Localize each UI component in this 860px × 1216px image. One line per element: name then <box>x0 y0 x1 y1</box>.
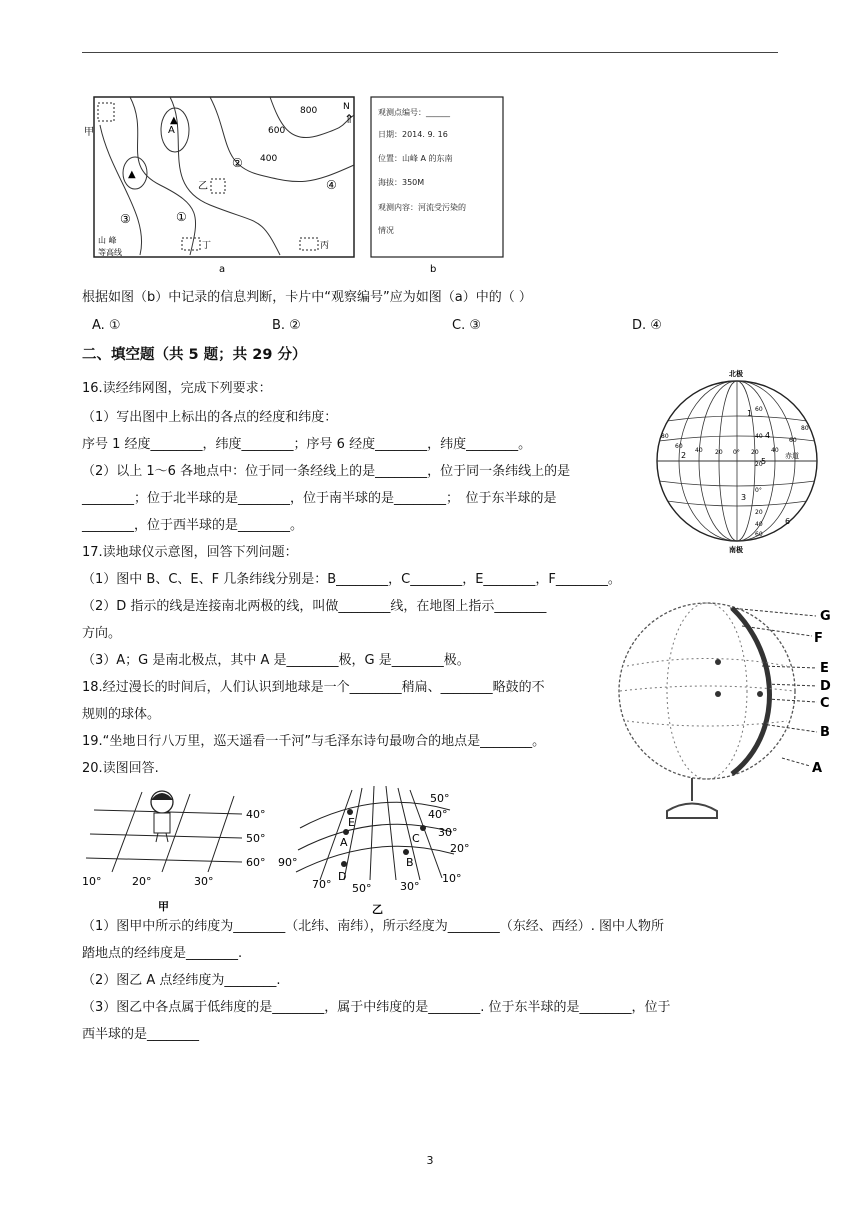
point-6: 6 <box>785 517 791 526</box>
q20-p1a: 踏地点的经纬度是________. <box>82 946 243 961</box>
yi-point-d: D <box>338 870 347 883</box>
globe-label-f: F <box>814 631 823 646</box>
figure-yi <box>280 780 480 920</box>
peak-icon-2: ▲ <box>128 169 136 180</box>
q15-stem: 根据如图（b）中记录的信息判断，卡片中“观察编号”应为如图（a）中的（ ） <box>82 290 532 305</box>
marker-4: ④ <box>326 178 337 192</box>
point-1: 1 <box>747 409 753 418</box>
caption-b: b <box>430 264 437 275</box>
lon-label-2: 60 <box>675 443 683 450</box>
yi-point-e: E <box>348 816 355 829</box>
q20-p1: （1）图甲中所示的纬度为________（北纬、南纬），所示经度为________（东经、西经）. 图中人物所 <box>82 919 665 934</box>
globe-label-a: A <box>812 761 823 776</box>
globe-label-c: C <box>820 696 830 711</box>
q20-p2: （2）图乙 A 点经纬度为________. <box>82 973 281 988</box>
yi-bottom-50: 50° <box>352 882 372 895</box>
q16-p1: （1）写出图中上标出的各点的经度和纬度： <box>82 410 338 425</box>
peak-icon: ▲ <box>170 115 178 126</box>
lat-label-2: 40 <box>755 433 763 440</box>
yi-top-40: 40° <box>428 808 448 821</box>
lat-label-3: 20 <box>755 461 763 468</box>
yi-top-20: 20° <box>450 842 470 855</box>
contour-label-600: 600 <box>268 126 286 136</box>
q15-option-a[interactable]: A. ① <box>92 318 121 333</box>
q20-p3: （3）图乙中各点属于低纬度的是________，属于中纬度的是________. 位于东半球的是________，位于 <box>82 1000 671 1015</box>
yi-top-30: 30° <box>438 826 458 839</box>
yi-bottom-70: 70° <box>312 878 332 891</box>
legend-peak: 山 峰 <box>98 236 117 245</box>
jia-lon-10: 10° <box>82 875 102 888</box>
q15-option-d[interactable]: D. ④ <box>632 318 662 333</box>
yi-point-a: A <box>340 836 348 849</box>
yi-top-50: 50° <box>430 792 450 805</box>
jia-lat-60: 60° <box>246 856 266 869</box>
north-pole-label: 北极 <box>729 370 743 378</box>
point-5: 5 <box>761 457 767 466</box>
yi-point-c: C <box>412 832 420 845</box>
point-3: 3 <box>741 493 747 502</box>
figure-jia <box>82 780 282 915</box>
legend-contour: 等高线 <box>98 248 122 257</box>
observation-card-b <box>368 95 508 275</box>
marker-3: ③ <box>120 212 131 226</box>
q18-line-2: 规则的球体。 <box>82 707 161 722</box>
q16-p2a: ________；位于北半球的是________，位于南半球的是________； 位于东半球的是 <box>82 491 557 506</box>
jia-lon-20: 20° <box>132 875 152 888</box>
globe-label-g: G <box>820 609 831 624</box>
q18-line-1: 18.经过漫长的时间后，人们认识到地球是一个________稍扁、________略鼓的不 <box>82 680 545 695</box>
globe-figure <box>612 596 842 838</box>
lon-label-8: 60 <box>789 437 797 444</box>
point-4: 4 <box>765 431 771 440</box>
section-title: 二、填空题（共 5 题；共 29 分） <box>82 347 307 363</box>
page-number: 3 <box>426 1154 434 1167</box>
place-jia: 甲 <box>84 127 94 138</box>
jia-lat-40: 40° <box>246 808 266 821</box>
jia-lat-50: 50° <box>246 832 266 845</box>
marker-2: ② <box>232 156 243 170</box>
caption-jia: 甲 <box>158 900 169 913</box>
q16-p2b: ________，位于西半球的是________。 <box>82 518 304 533</box>
lon-label-5: 0° <box>733 449 740 456</box>
lon-label-3: 40 <box>695 447 703 454</box>
q15-option-b[interactable]: B. ② <box>272 318 301 333</box>
place-ding: 丁 <box>202 241 212 251</box>
north-label: N <box>343 102 350 112</box>
place-yi: 乙 <box>198 181 208 192</box>
q17-p2: （2）D 指示的线是连接南北两极的线，叫做________线，在地图上指示________ <box>82 599 547 614</box>
place-bing: 丙 <box>320 241 330 251</box>
jia-lon-30: 30° <box>194 875 214 888</box>
contour-label-400: 400 <box>260 154 278 164</box>
yi-bottom-30: 30° <box>400 880 420 893</box>
card-row-3: 位置：山峰 A 的东南 <box>378 154 453 163</box>
globe-label-e: E <box>820 661 829 676</box>
card-row-4: 海拔：350M <box>378 178 425 187</box>
equator-label: 赤道 <box>785 452 799 460</box>
lon-label-1: 80 <box>661 433 669 440</box>
q17-p1: （1）图中 B、C、E、F 几条纬线分别是：B________，C________，E________，F________。 <box>82 572 621 587</box>
card-row-5: 观测内容：河流受污染的 <box>378 203 466 212</box>
q20-title: 20.读图回答. <box>82 761 159 776</box>
lon-label-6: 20 <box>751 449 759 456</box>
q16-title: 16.读经纬网图，完成下列要求： <box>82 381 272 396</box>
q20-p3a: 西半球的是________ <box>82 1027 200 1042</box>
card-row-1: 观测点编号：______ <box>378 108 450 117</box>
contour-map-a <box>84 95 360 275</box>
lat-label-7: 60 <box>755 531 763 538</box>
lat-label-6: 40 <box>755 521 763 528</box>
caption-yi: 乙 <box>372 903 383 916</box>
card-row-2: 日期：2014. 9. 16 <box>378 130 448 139</box>
point-2: 2 <box>681 451 687 460</box>
peak-label: A <box>168 125 175 136</box>
lat-label-5: 20 <box>755 509 763 516</box>
marker-1: ① <box>176 210 187 224</box>
graticule-globe <box>655 366 820 556</box>
yi-top-10: 10° <box>442 872 462 885</box>
contour-label-800: 800 <box>300 106 318 116</box>
lat-label-1: 60 <box>755 406 763 413</box>
q16-p1a: 序号 1 经度________，纬度________；序号 6 经度________，纬度________。 <box>82 437 532 452</box>
globe-label-d: D <box>820 679 831 694</box>
lon-label-4: 20 <box>715 449 723 456</box>
north-arrow-icon: ⇑ <box>344 112 355 126</box>
header-rule <box>82 52 778 53</box>
q17-p2a: 方向。 <box>82 626 122 641</box>
q15-option-c[interactable]: C. ③ <box>452 318 481 333</box>
lon-label-9: 80 <box>801 425 809 432</box>
q17-p3: （3）A；G 是南北极点，其中 A 是________极，G 是________极。 <box>82 653 470 668</box>
lat-label-4: 0° <box>755 487 762 494</box>
globe-label-b: B <box>820 725 830 740</box>
q19-text: 19.“坐地日行八万里，巡天遥看一千河”与毛泽东诗句最吻合的地点是________。 <box>82 734 546 749</box>
lon-label-7: 40 <box>771 447 779 454</box>
south-pole-label: 南极 <box>729 546 743 554</box>
caption-a: a <box>219 264 226 275</box>
card-row-6: 情况 <box>378 226 394 235</box>
yi-left-90: 90° <box>278 856 298 869</box>
q16-p2: （2）以上 1～6 各地点中：位于同一条经线上的是________，位于同一条纬线上的是 <box>82 464 571 479</box>
q17-title: 17.读地球仪示意图，回答下列问题： <box>82 545 298 560</box>
yi-point-b: B <box>406 856 414 869</box>
